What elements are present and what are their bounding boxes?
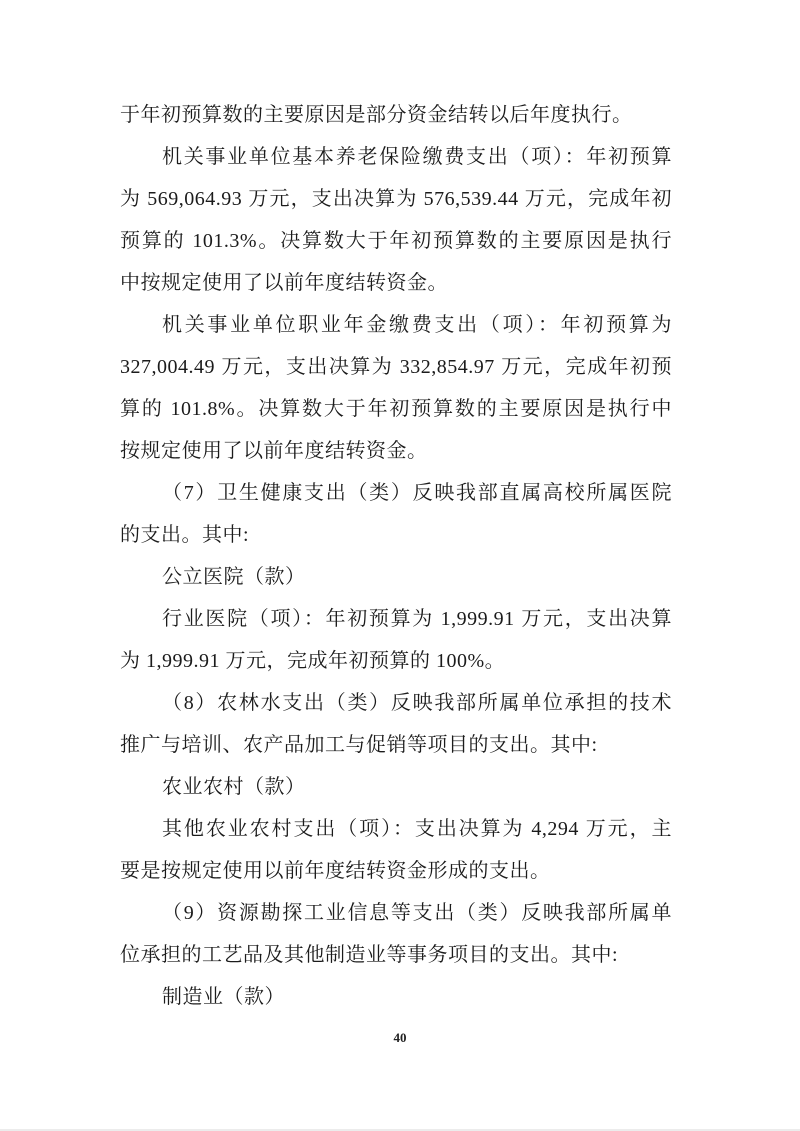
text-line: 位承担的工艺品及其他制造业等事务项目的支出。其中: [120, 944, 619, 966]
text-line: （9）资源勘探工业信息等支出（类）反映我部所属单 [162, 902, 672, 924]
text-block [120, 94, 672, 1018]
text-line: 为 1,999.91 万元，完成年初预算的 100%。 [120, 650, 506, 672]
text-line: 其他农业农村支出（项）：支出决算为 4,294 万元，主 [162, 818, 672, 840]
text-line: 为 569,064.93 万元，支出决算为 576,539.44 万元，完成年初 [120, 188, 672, 210]
text-line: 机关事业单位职业年金缴费支出（项）：年初预算为 [162, 314, 672, 336]
text-line: 按规定使用了以前年度结转资金。 [120, 440, 428, 462]
text-line: 预算的 101.3%。决算数大于年初预算数的主要原因是执行 [120, 230, 672, 252]
text-line: 于年初预算数的主要原因是部分资金结转以后年度执行。 [120, 104, 633, 126]
text-line: 农业农村（款） [162, 776, 306, 798]
text-line: 机关事业单位基本养老保险缴费支出（项）：年初预算 [162, 146, 672, 168]
text-line: 制造业（款） [162, 986, 285, 1008]
text-line: （7）卫生健康支出（类）反映我部直属高校所属医院 [162, 482, 672, 504]
text-line: 算的 101.8%。决算数大于年初预算数的主要原因是执行中 [120, 398, 672, 420]
text-line: 中按规定使用了以前年度结转资金。 [120, 272, 448, 294]
page-number: 40 [393, 1030, 407, 1045]
text-line: 的支出。其中: [120, 524, 250, 546]
text-line: 公立医院（款） [162, 566, 306, 588]
text-line: 327,004.49 万元，支出决算为 332,854.97 万元，完成年初预 [120, 356, 672, 378]
text-line: 要是按规定使用以前年度结转资金形成的支出。 [120, 860, 551, 882]
text-line: 推广与培训、农产品加工与促销等项目的支出。其中: [120, 734, 598, 756]
text-line: （8）农林水支出（类）反映我部所属单位承担的技术 [162, 692, 672, 714]
text-line: 行业医院（项）：年初预算为 1,999.91 万元，支出决算 [162, 608, 672, 630]
